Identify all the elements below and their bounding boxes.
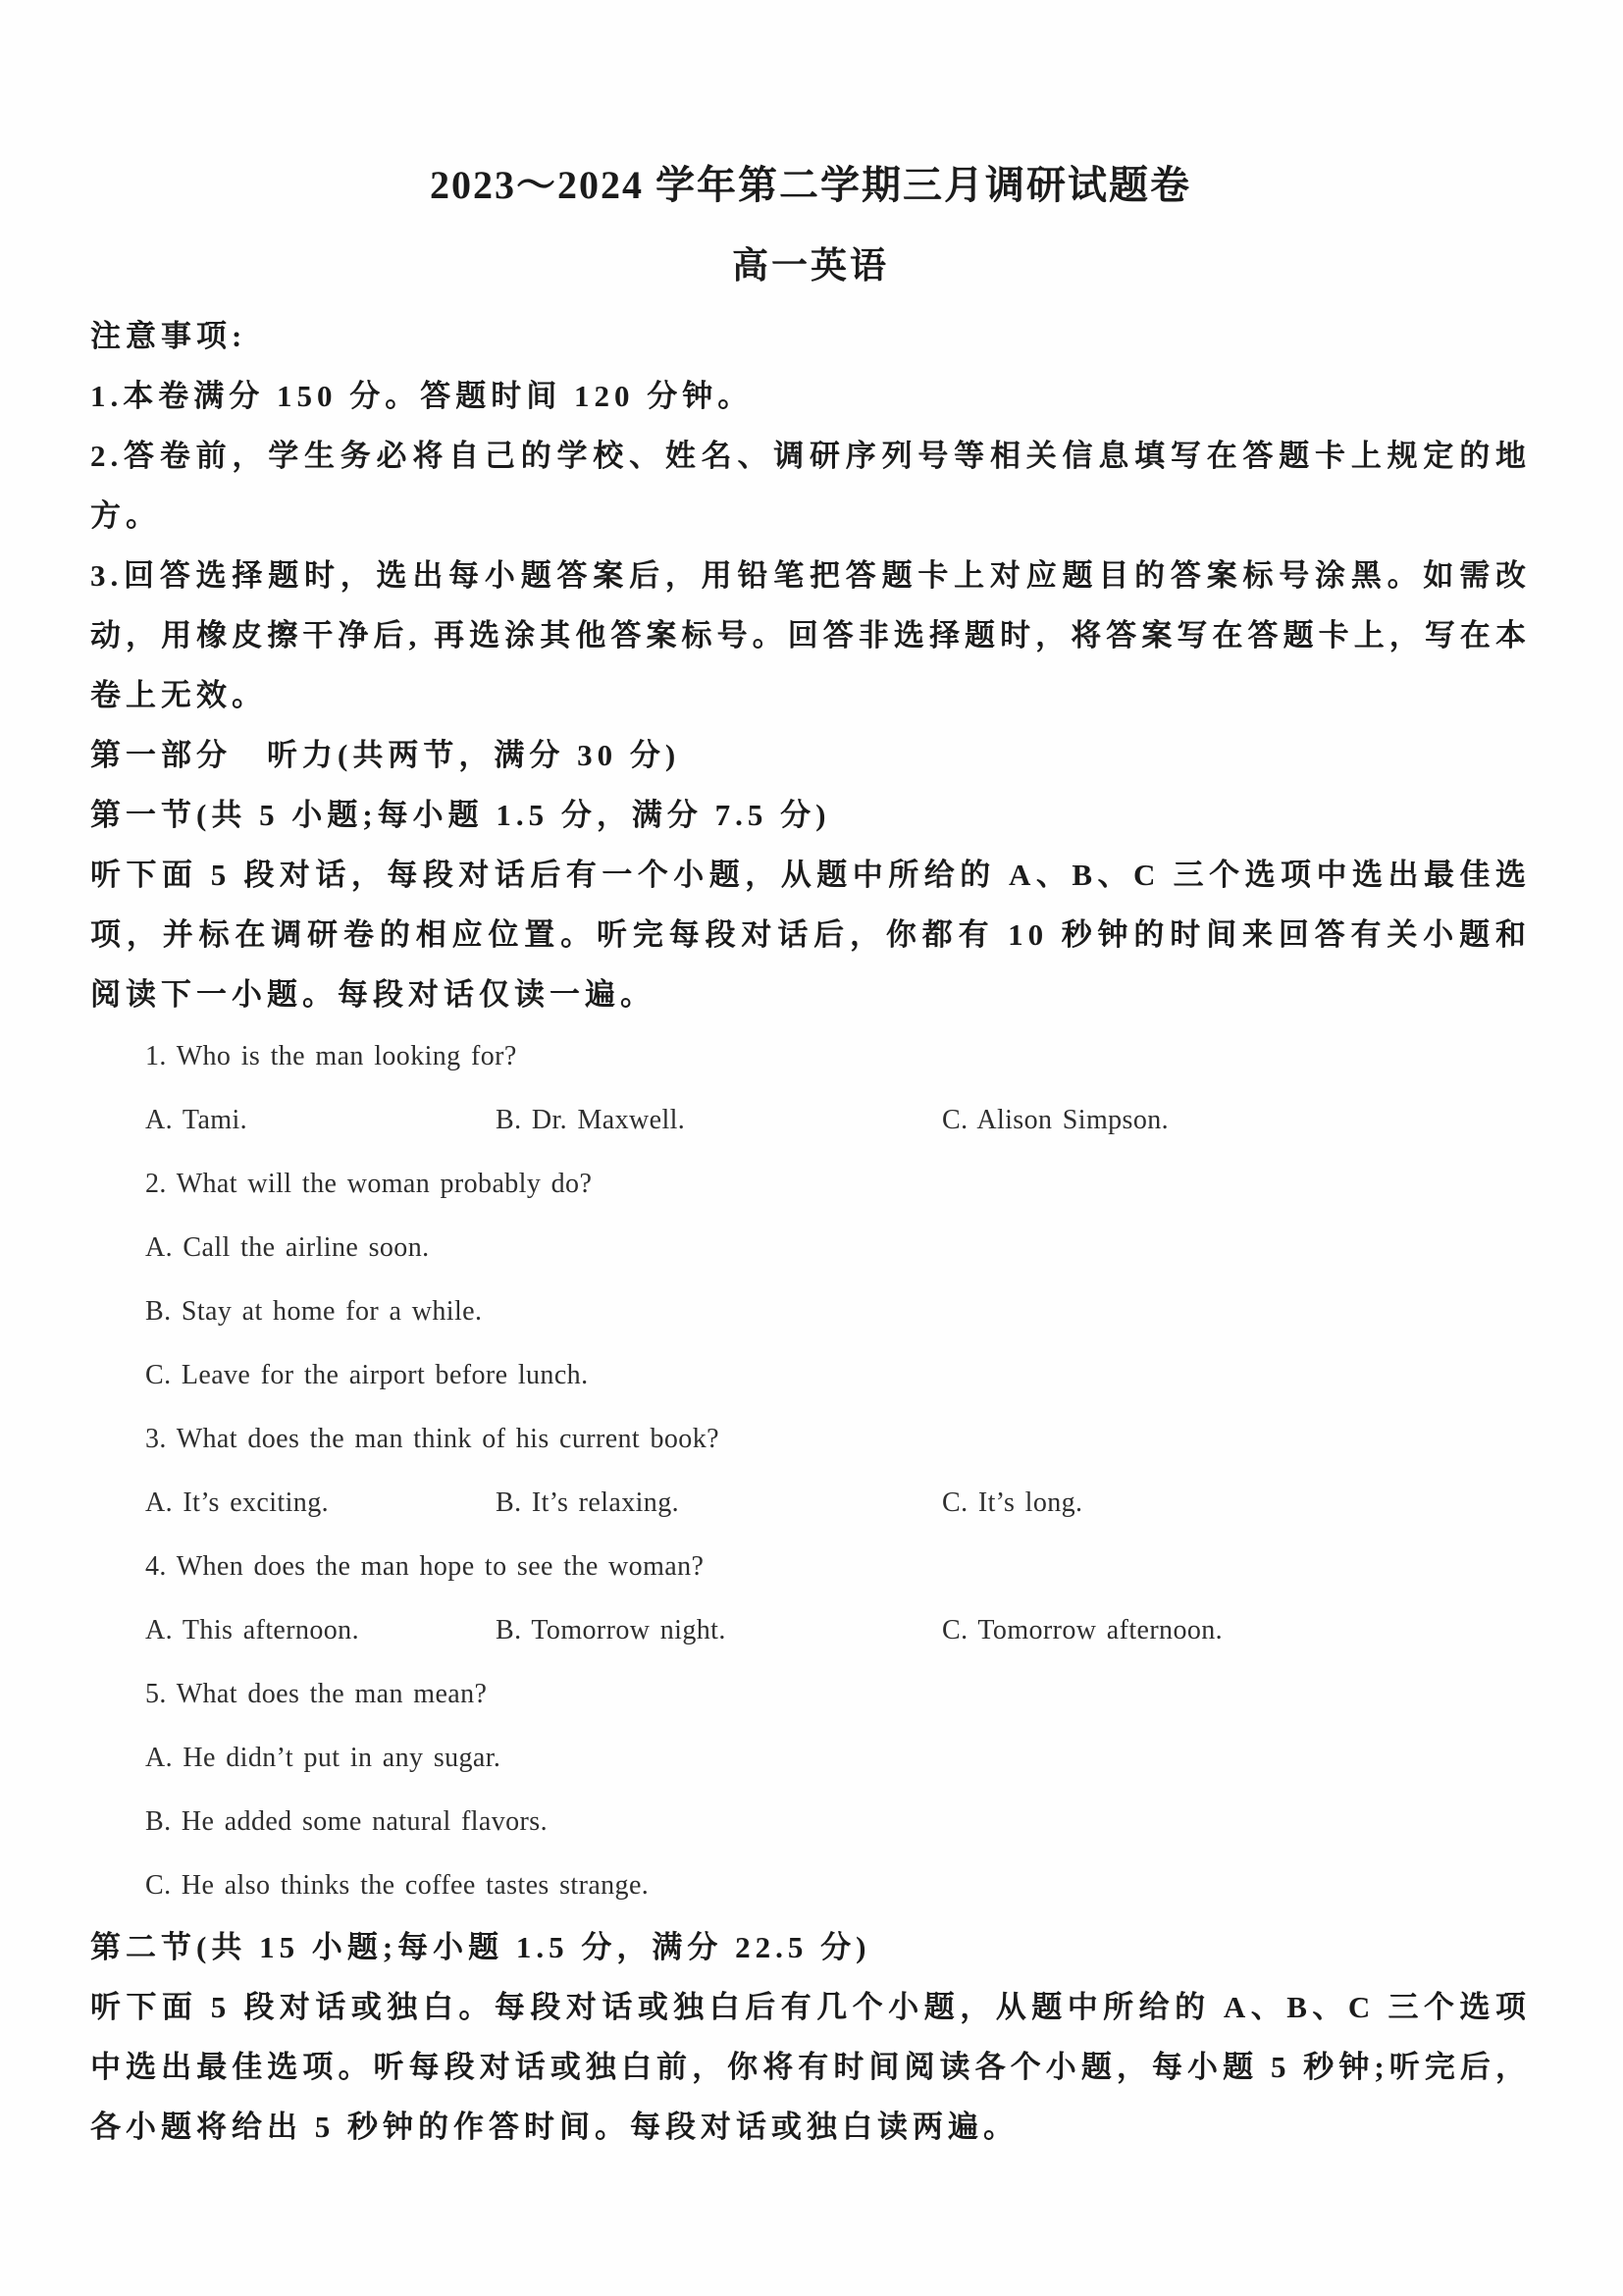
question-2-option-a: A. Call the airline soon.	[145, 1232, 430, 1263]
question-1-option-c: C. Alison Simpson.	[942, 1105, 1170, 1135]
exam-subject: 高一英语	[732, 246, 889, 287]
question-4: 4. When does the man hope to see the woman?	[145, 1551, 705, 1582]
section2-heading: 第二节(共 15 小题;每小题 1.5 分，满分 22.5 分)	[90, 1930, 871, 1964]
exam-title: 2023～2024 学年第二学期三月调研试题卷	[430, 163, 1191, 207]
question-1-options	[145, 1088, 1531, 1152]
part1-heading: 第一部分 听力(共两节，满分 30 分)	[90, 738, 681, 772]
question-5-option-b: B. He added some natural flavors.	[145, 1806, 548, 1837]
question-3-option-b: B. It’s relaxing.	[496, 1487, 679, 1518]
question-4-options	[145, 1598, 1531, 1662]
question-1-option-b: B. Dr. Maxwell.	[496, 1105, 686, 1135]
question-2-option-b: B. Stay at home for a while.	[145, 1296, 483, 1327]
question-3-options	[145, 1471, 1531, 1535]
question-3: 3. What does the man think of his current book?	[145, 1424, 719, 1454]
section1-heading: 第一节(共 5 小题;每小题 1.5 分，满分 7.5 分)	[90, 798, 831, 832]
question-4-option-c: C. Tomorrow afternoon.	[942, 1615, 1224, 1645]
question-5-option-c: C. He also thinks the coffee tastes strange.	[145, 1870, 650, 1901]
question-1-option-a: A. Tami.	[145, 1105, 248, 1135]
notice-heading: 注意事项:	[90, 319, 247, 353]
question-3-option-a: A. It’s exciting.	[145, 1487, 329, 1518]
question-5: 5. What does the man mean?	[145, 1679, 488, 1709]
notice-item-3: 3.回答选择题时，选出每小题答案后，用铅笔把答题卡上对应题目的答案标号涂黑。如需改动，用橡皮擦干净后, 再选涂其他答案标号。回答非选择题时，将答案写在答题卡上，写在本卷上无效。	[90, 558, 1531, 712]
notice-item-2: 2.答卷前，学生务必将自己的学校、姓名、调研序列号等相关信息填写在答题卡上规定的地方。	[90, 439, 1531, 533]
section2-instructions: 听下面 5 段对话或独白。每段对话或独白后有几个小题，从题中所给的 A、B、C 三个选项中选出最佳选项。听每段对话或独白前，你将有时间阅读各个小题，每小题 5 秒钟;听完后，各小题将给出 5 秒钟的作答时间。每段对话或独白读两遍。	[90, 1990, 1531, 2144]
section1-instructions: 听下面 5 段对话，每段对话后有一个小题，从题中所给的 A、B、C 三个选项中选出最佳选项，并标在调研卷的相应位置。听完每段对话后，你都有 10 秒钟的时间来回答有关小题和阅读下一小题。每段对话仅读一遍。	[90, 858, 1531, 1012]
question-1: 1. Who is the man looking for?	[145, 1041, 517, 1071]
question-2-option-c: C. Leave for the airport before lunch.	[145, 1360, 589, 1390]
question-2: 2. What will the woman probably do?	[145, 1169, 593, 1199]
question-4-option-b: B. Tomorrow night.	[496, 1615, 726, 1645]
notice-item-1: 1.本卷满分 150 分。答题时间 120 分钟。	[90, 379, 754, 413]
question-3-option-c: C. It’s long.	[942, 1487, 1083, 1518]
question-4-option-a: A. This afternoon.	[145, 1615, 359, 1645]
question-5-option-a: A. He didn’t put in any sugar.	[145, 1743, 501, 1773]
